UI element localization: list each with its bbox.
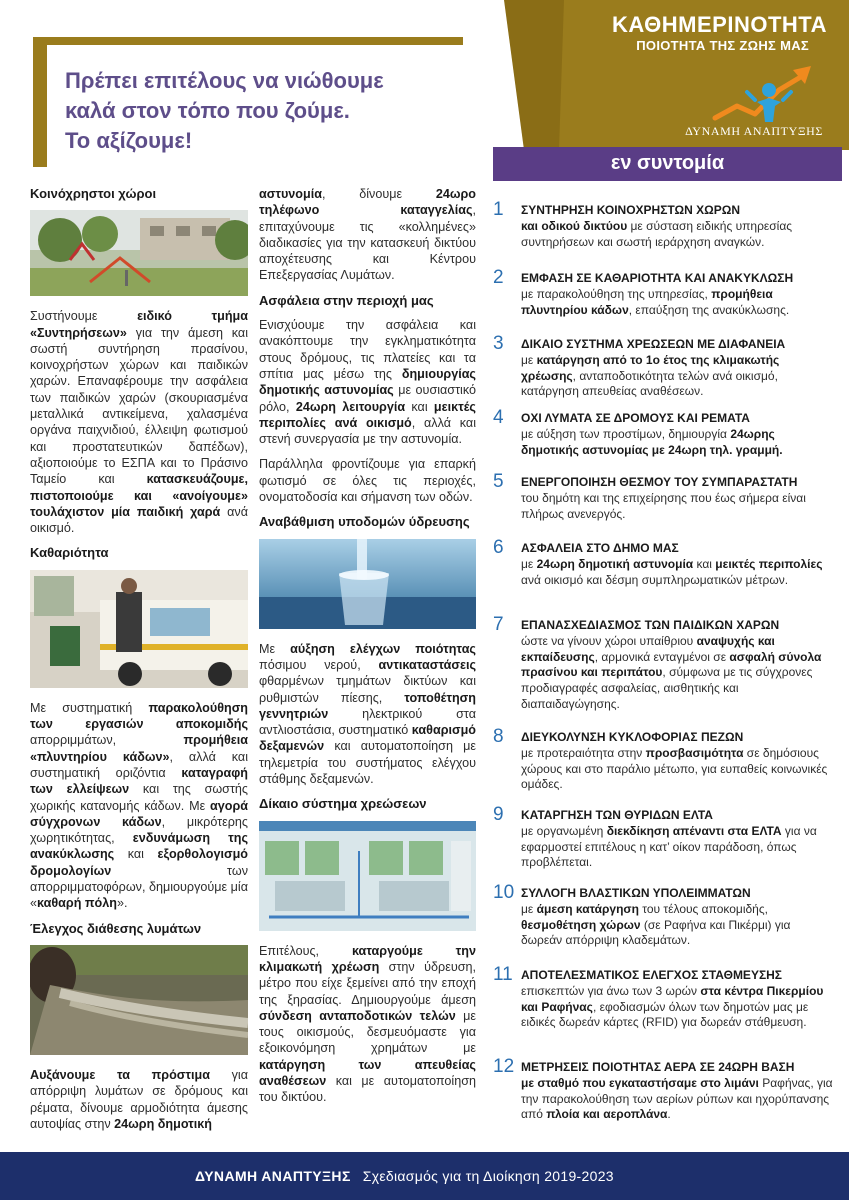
headline-line-2: καλά στον τόπο που ζούμε. <box>65 98 350 123</box>
summary-item-9 <box>493 804 833 871</box>
section-heading-sewage: Έλεγχος διάθεσης λυμάτων <box>30 920 202 936</box>
item-title: ΣΥΛΛΟΓΗ ΒΛΑΣΤΙΚΩΝ ΥΠΟΛΕΙΜΜΑΤΩΝ <box>521 886 751 900</box>
item-title: ΚΑΤΑΡΓΗΣΗ ΤΩΝ ΘΥΡΙΔΩΝ ΕΛΤΑ <box>521 808 713 822</box>
item-number: 8 <box>493 726 504 747</box>
item-number: 1 <box>493 199 504 220</box>
text-run: για να εφαρμοστεί επιτέλους η κατ’ οίκον παράδοση, όπως προβλέπεται. <box>521 823 817 870</box>
footer-bar <box>0 1152 849 1200</box>
item-number: 7 <box>493 614 504 635</box>
summary-item-3 <box>493 333 833 400</box>
text-run: και <box>405 399 434 414</box>
charges-text <box>259 943 476 1106</box>
text-run: με ουσιαστικό ρόλο, <box>259 383 476 414</box>
item-body <box>521 968 833 1031</box>
emphasis: άμεση κατάργηση <box>536 901 639 916</box>
text-run: Με συστηματική <box>30 700 149 715</box>
lighting-text <box>259 456 476 505</box>
emphasis: ενδυνάμωση της ανακύκλωσης <box>30 831 248 862</box>
text-run: , αλλά και στενή συνεργασία με την αστυνομία. <box>259 415 477 447</box>
emphasis: κατάργηση των απευθείας αναθέσεων <box>259 1057 476 1088</box>
emphasis: διεκδίκηση απέναντι στα ΕΛΤΑ <box>606 823 782 838</box>
item-body <box>521 730 833 793</box>
text-run: με οργανωμένη <box>521 823 607 838</box>
column-left <box>30 186 248 1141</box>
text-run: επισκεπτών για άνω των 3 ωρών <box>521 983 701 998</box>
sewage-photo <box>30 945 248 1055</box>
text-run: με αύξηση των προστίμων, δημιουργία <box>521 426 731 441</box>
water-text <box>259 641 476 788</box>
water-glass-photo <box>259 539 476 629</box>
item-title: ΕΠΑΝΑΣΧΕΔΙΑΣΜΟΣ ΤΩΝ ΠΑΙΔΙΚΩΝ ΧΑΡΩΝ <box>521 618 780 632</box>
item-body <box>521 808 833 871</box>
brand-subtitle: ΠΟΙΟΤΗΤΑ ΤΗΣ ΖΩΗΣ ΜΑΣ <box>636 38 809 53</box>
item-number: 5 <box>493 471 504 492</box>
text-run: του δημότη και της επιχείρησης που έως σήμερα είναι πλήρως ανενεργός. <box>521 490 806 521</box>
item-title: ΟΧΙ ΛΥΜΑΤΑ ΣΕ ΔΡΟΜΟΥΣ ΚΑΙ ΡΕΜΑΤΑ <box>521 411 750 425</box>
summary-item-4 <box>493 407 833 458</box>
text-run: πόσιμου νερού, <box>259 657 379 672</box>
playground-photo <box>30 210 248 296</box>
summary-item-7 <box>493 614 833 713</box>
emphasis: καταγραφή των ελλείψεων <box>30 765 248 797</box>
logo-text: ΔΥΝΑΜΗ ΑΝΑΠΤΥΞΗΣ <box>685 124 823 138</box>
emphasis: μεικτές περιπολίες ανά οικισμό <box>259 399 476 430</box>
text-run: , εφοδιασμών όλων των δημοτών μας με ειδικές δωρεάν κάρτες (RFID) για δωρεάν στάθμευση. <box>521 999 809 1030</box>
emphasis: αγορά σύγχρονων κάδων <box>30 798 248 829</box>
emphasis: 24ωρη δημοτική <box>114 1116 212 1131</box>
text-run: ηλεκτρικού στα αντλιοστάσια, συστηματικό <box>259 706 476 738</box>
section-heading-water: Αναβάθμιση υποδομών ύδρευσης <box>259 514 470 530</box>
item-title: ΣΥΝΤΗΡΗΣΗ ΚΟΙΝΟΧΡΗΣΤΩΝ ΧΩΡΩΝ <box>521 203 741 217</box>
item-number: 12 <box>493 1056 515 1077</box>
cleanliness-text <box>30 700 248 912</box>
headline-line-1: Πρέπει επιτέλους να νιώθουμε <box>65 68 384 93</box>
emphasis: ειδικό τμήμα «Συντηρήσεων» <box>30 309 249 340</box>
text-run: και αυτοματοποίηση με τηλεμετρία του συστήματος ελέγχου στάθμης δεξαμενών. <box>259 739 476 787</box>
emphasis: τοποθέτηση γεννητριών <box>259 690 476 721</box>
text-run: , αρμονικά ενταγμένοι σε <box>594 649 730 664</box>
emphasis: 24ωρη δημοτική αστυνομία <box>536 556 694 571</box>
text-run: με <box>521 352 537 367</box>
text-run: με προτεραιότητα στην <box>521 745 646 760</box>
summary-item-2 <box>493 267 833 318</box>
item-body <box>521 411 833 458</box>
summary-item-11 <box>493 964 833 1031</box>
item-body <box>521 203 833 250</box>
emphasis: προμήθεια «πλυντηρίου κάδων» <box>30 733 248 764</box>
item-body <box>521 1060 833 1123</box>
text-run: ». <box>116 896 128 911</box>
item-body <box>521 271 833 318</box>
text-run: ανά οικισμό και δέσμη συμπληρωματικών μέτρων. <box>521 572 789 587</box>
emphasis: 24ωρο τηλέφωνο καταγγελίας <box>259 187 476 218</box>
text-run: ώστε να γίνουν χώροι υπαίθριου <box>521 633 697 648</box>
text-run: , δίνουμε <box>321 187 436 201</box>
section-heading-charges: Δίκαιο σύστημα χρεώσεων <box>259 796 427 812</box>
text-run: Ενισχύουμε την ασφάλεια και ανακόπτουμε την εγκληματικότητα στους δρόμους, τις πλατείες και τα σπίτια μας μέσω της <box>259 318 476 381</box>
summary-item-12 <box>493 1056 833 1123</box>
emphasis: Αυξάνουμε τα πρόστιμα <box>30 1067 210 1082</box>
text-run: σε δημόσιους χώρους και στο παράλιο μέτωπο, για ευπαθείς κοινωνικές ομάδες. <box>521 745 828 792</box>
text-run: απορριμμάτων, <box>30 733 184 748</box>
text-run: για την άμεση και σωστή συντήρηση πρασίνου, κοινοχρήστων χώρων και παιδικών χαρών. Επαναφέρουμε την ασφάλεια των παιδικών χαρών (σκουριασμένα μεταλλικά αντικείμενα, χαλασμένα οργάνα παιχνιδιού, έλλειψη φωτισμού και προστατευτικών δαπέδων), αξιοποιούμε το ΕΣΠΑ και το Πράσινο Ταμείο και <box>30 325 248 487</box>
item-body <box>521 886 833 949</box>
footer-brand: ΔΥΝΑΜΗ ΑΝΑΠΤΥΞΗΣ <box>195 1168 351 1184</box>
text-run: για απόρριψη λυμάτων σε δρόμους και ρέματα, δίνουμε αρμοδιότητα άμεσης αυτοψίας στην <box>30 1067 248 1131</box>
emphasis: καταργούμε την κλιμακωτή χρέωση <box>259 943 476 974</box>
emphasis: αστυνομία <box>259 187 322 201</box>
text-run: με <box>521 556 537 571</box>
summary-item-5 <box>493 471 833 522</box>
text-run: , αλλά και συστηματική οριζόντια <box>30 749 248 780</box>
emphasis: 24ωρης δημοτικής αστυνομίας με 24ωρη τηλ. γραμμή. <box>521 426 783 457</box>
emphasis: προμήθεια πλυντηρίου κάδων <box>521 286 773 317</box>
text-run: Επιτέλους, <box>259 943 352 958</box>
emphasis: δημιουργίας δημοτικής αστυνομίας <box>259 366 476 398</box>
item-title: ΕΜΦΑΣΗ ΣΕ ΚΑΘΑΡΙΟΤΗΤΑ ΚΑΙ ΑΝΑΚΥΚΛΩΣΗ <box>521 271 794 285</box>
emphasis: κατάργηση από το 1ο έτος της κλιμακωτής χρέωσης <box>521 352 780 383</box>
section-heading-common-spaces: Κοινόχρηστοι χώροι <box>30 186 157 201</box>
item-number: 9 <box>493 804 504 825</box>
emphasis: στα κέντρα Πικερμίου και Ραφήνας <box>521 983 824 1014</box>
emphasis: αύξηση ελέγχων ποιότητας <box>290 641 476 656</box>
text-run: Συστήνουμε <box>30 309 138 324</box>
footer-text: Σχεδιασμός για τη Διοίκηση 2019-2023 <box>362 1168 614 1184</box>
emphasis: παρακολούθηση των εργασιών αποκομιδής <box>30 700 248 732</box>
summary-item-6 <box>493 537 833 588</box>
text-run: των απορριμματοφόρων, δημιουργούμε μία « <box>30 863 248 911</box>
item-number: 4 <box>493 407 504 428</box>
item-number: 3 <box>493 333 504 354</box>
item-title: ΔΙΚΑΙΟ ΣΥΣΤΗΜΑ ΧΡΕΩΣΕΩΝ ΜΕ ΔΙΑΦΑΝΕΙΑ <box>521 337 786 351</box>
emphasis: καθαρή πόλη <box>37 896 117 911</box>
summary-item-10 <box>493 882 833 949</box>
text-run: Με <box>259 641 291 656</box>
text-run: στην ύδρευση, μέτρο που είχε ξεμείνει από την εποχή της ξηρασίας. Δημιουργούμε άμεση <box>259 959 476 1007</box>
item-title: ΑΠΟΤΕΛΕΣΜΑΤΙΚΟΣ ΕΛΕΓΧΟΣ ΣΤΑΘΜΕΥΣΗΣ <box>521 968 783 982</box>
emphasis: με σταθμό που εγκαταστήσαμε στο λιμάνι <box>521 1075 759 1090</box>
section-heading-cleanliness: Καθαριότητα <box>30 545 109 561</box>
text-run: του τέλους αποκομιδής, <box>638 901 768 916</box>
headline-line-3: Το αξίζουμε! <box>65 128 193 153</box>
text-run: με σύσταση ειδικής υπηρεσίας συντηρήσεων και σωστή ιεράρχηση αναγκών. <box>521 218 793 249</box>
summary-item-1 <box>493 199 833 250</box>
emphasis: 24ωρη λειτουργία <box>295 399 406 414</box>
emphasis: αντικαταστάσεις <box>378 657 476 672</box>
item-body <box>521 541 833 588</box>
text-run: , επιταχύνουμε τις «κολλημένες» διαδικασίες για την κατασκευή δικτύου αποχέτευσης και Κέντρου Επεξεργασίας Λυμάτων. <box>259 203 476 283</box>
emphasis: και οδικού δικτύου <box>521 218 628 233</box>
text-run: με <box>521 901 537 916</box>
garbage-truck-photo <box>30 570 248 688</box>
syntomia-bar: εν συντομία <box>493 147 842 181</box>
emphasis: εξορθολογισμό δρομολογίων <box>30 847 248 878</box>
sewage-text <box>30 1067 248 1132</box>
item-title: ΑΣΦΑΛΕΙΑ ΣΤΟ ΔΗΜΟ ΜΑΣ <box>521 541 679 555</box>
text-run: ανά οικισμό. <box>30 504 248 536</box>
text-run: φθαρμένων τμημάτων δικτύων και ρυθμιστών πίεσης, <box>259 674 476 705</box>
text-run: και της σωστής χωρικής κατανομής κάδων. Με <box>30 782 248 813</box>
emphasis: πλοία και αεροπλάνα <box>546 1107 668 1122</box>
text-run: , μικρότερης χωρητικότητας, <box>30 814 248 846</box>
brand-title: ΚΑΘΗΜΕΡΙΝΟΤΗΤΑ <box>612 12 827 37</box>
section-heading-safety: Ασφάλεια στην περιοχή μας <box>259 292 434 308</box>
emphasis: κατασκευάζουμε, πιστοποιούμε και «ανοίγουμε» τουλάχιστον μία παιδική χαρά <box>30 472 248 519</box>
text-run: και <box>693 556 716 571</box>
brand-block <box>504 0 849 150</box>
item-title: ΔΙΕΥΚΟΛΥΝΣΗ ΚΥΚΛΟΦΟΡΙΑΣ ΠΕΖΩΝ <box>521 730 744 744</box>
item-number: 11 <box>493 964 513 985</box>
text-run: Ραφήνας, για την παρακολούθηση των αερίων ρύπων και ηχορύπανσης από <box>521 1075 833 1122</box>
item-body <box>521 337 833 400</box>
text-run: , επαύξηση της ανακύκλωσης. <box>628 302 790 317</box>
safety-text <box>259 317 476 447</box>
item-number: 6 <box>493 537 504 558</box>
item-title: ΕΝΕΡΓΟΠΟΙΗΣΗ ΘΕΣΜΟΥ ΤΟΥ ΣΥΜΠΑΡΑΣΤΑΤΗ <box>521 475 798 489</box>
text-run: Παράλληλα φροντίζουμε για επαρκή φωτισμό σε όλες τις περιοχές, ονοματοδοσία και σήμανση των οδών. <box>259 457 476 505</box>
item-body <box>521 475 833 522</box>
emphasis: μεικτές περιπολίες <box>715 556 823 571</box>
emphasis: σύνδεση ανταποδοτικών τελών <box>259 1008 456 1023</box>
emphasis: προσβασιμότητα <box>645 745 744 760</box>
text-run: , ανταποδοτικότητα τελών ανά οικισμό, κατάργηση απευθείας αναθέσεων. <box>521 368 778 399</box>
text-run: και με αυτοματοποίηση του δικτύου. <box>259 1073 476 1105</box>
text-run: (σε Ραφήνα και Πικέρμι) για δωρεάν απόρριψη κλαδεμάτων. <box>521 917 791 948</box>
text-run: και <box>114 847 158 862</box>
page-headline <box>65 66 445 156</box>
emphasis: ασφαλή σύνολα πρασίνου και περιπάτου <box>521 649 822 680</box>
text-run: . <box>667 1107 671 1122</box>
sewage-text-continued <box>259 186 476 284</box>
item-number: 10 <box>493 882 515 903</box>
emphasis: καθαρισμό δεξαμενών <box>259 723 476 754</box>
text-run: με παρακολούθηση της υπηρεσίας, <box>521 286 712 301</box>
column-middle <box>259 186 476 1115</box>
common-spaces-text <box>30 308 248 536</box>
text-run: με τους οικισμούς, δεσμευόμαστε για εξοικονόμηση χρημάτων με <box>259 1008 476 1056</box>
emphasis: αναψυχής και εκπαίδευσης <box>521 633 775 664</box>
summary-item-8 <box>493 726 833 793</box>
item-title: ΜΕΤΡΗΣΕΙΣ ΠΟΙΟΤΗΤΑΣ ΑΕΡΑ ΣΕ 24ΩΡΗ ΒΑΣΗ <box>521 1060 795 1074</box>
item-number: 2 <box>493 267 504 288</box>
text-run: , σύμφωνα με τις σύγχρονες προδιαγραφές ασφαλείας, αισθητικής και διαπαιδαγώγησης. <box>521 665 813 711</box>
item-body <box>521 618 833 713</box>
emphasis: θεσμοθέτηση χώρων <box>521 917 641 932</box>
scada-diagram-photo <box>259 821 476 931</box>
